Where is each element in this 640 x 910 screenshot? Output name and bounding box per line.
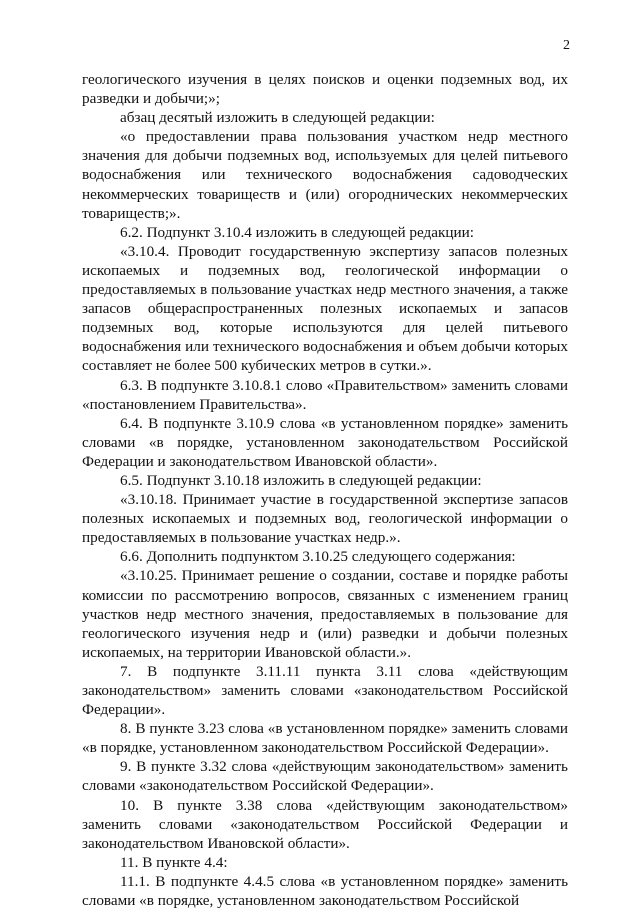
page-number: 2 [563,38,570,53]
paragraph: «3.10.25. Принимает решение о создании, составе и порядке работы комиссии по рассмотрению вопросов, связанных с изменением границ участков недр местного значения, предоставляемых в пользование для геологического изучения недр и (или) разведки и добычи полезных ископаемых, на территории Ивановской области.». [82,567,568,661]
paragraph: 6.5. Подпункт 3.10.18 изложить в следующей редакции: [120,471,482,489]
paragraph: 9. В пункте 3.32 слова «действующим законодательством» заменить словами «законодательством Российской Федерации». [82,758,568,795]
document-body [82,70,568,910]
paragraph: «о предоставлении права пользования участком недр местного значения для добычи подземных вод, используемых для целей питьевого водоснабжения или технического водоснабжения садоводческих некоммерческих товариществ и (или) огороднических некоммерческих товариществ;». [82,128,568,222]
paragraph: абзац десятый изложить в следующей редакции: [120,109,435,127]
paragraph: 10. В пункте 3.38 слова «действующим законодательством» заменить словами «законодательством Российской Федерации и законодательством Ивановской области». [82,796,568,852]
paragraph: 6.3. В подпункте 3.10.8.1 слово «Правительством» заменить словами «постановлением Правительства». [82,376,568,413]
paragraph: 6.2. Подпункт 3.10.4 изложить в следующей редакции: [120,223,474,241]
paragraph: 7. В подпункте 3.11.11 пункта 3.11 слова «действующим законодательством» заменить словами «законодательством Российской Федерации». [82,662,568,719]
paragraph: 11. В пункте 4.4: [120,853,228,871]
paragraph: «3.10.4. Проводит государственную экспертизу запасов полезных ископаемых и подземных вод, геологической информации о предоставляемых в пользование участках недр местного значения, а также запасов общераспространенных полезных ископаемых и запасов подземных вод, которые используются для целей питьевого водоснабжения или технического водоснабжения и объем добычи которых составляет не более 500 кубических метров в сутки.». [82,242,568,375]
paragraph: 6.6. Дополнить подпунктом 3.10.25 следующего содержания: [120,548,516,566]
paragraph: геологического изучения в целях поисков и оценки подземных вод, их разведки и добычи;»; [82,71,568,108]
paragraph: 11.1. В подпункте 4.4.5 слова «в установленном порядке» заменить словами «в порядке, установленном законодательством Российской [82,872,568,910]
paragraph: 8. В пункте 3.23 слова «в установленном порядке» заменить словами «в порядке, установленном законодательством Российской Федерации». [82,720,568,757]
paragraph: «3.10.18. Принимает участие в государственной экспертизе запасов полезных ископаемых и подземных вод, геологической информации о предоставляемых в пользование участках недр.». [82,491,568,547]
paragraph: 6.4. В подпункте 3.10.9 слова «в установленном порядке» заменить словами «в порядке, установленном законодательством Российской Федерации и законодательством Ивановской области». [82,414,568,470]
